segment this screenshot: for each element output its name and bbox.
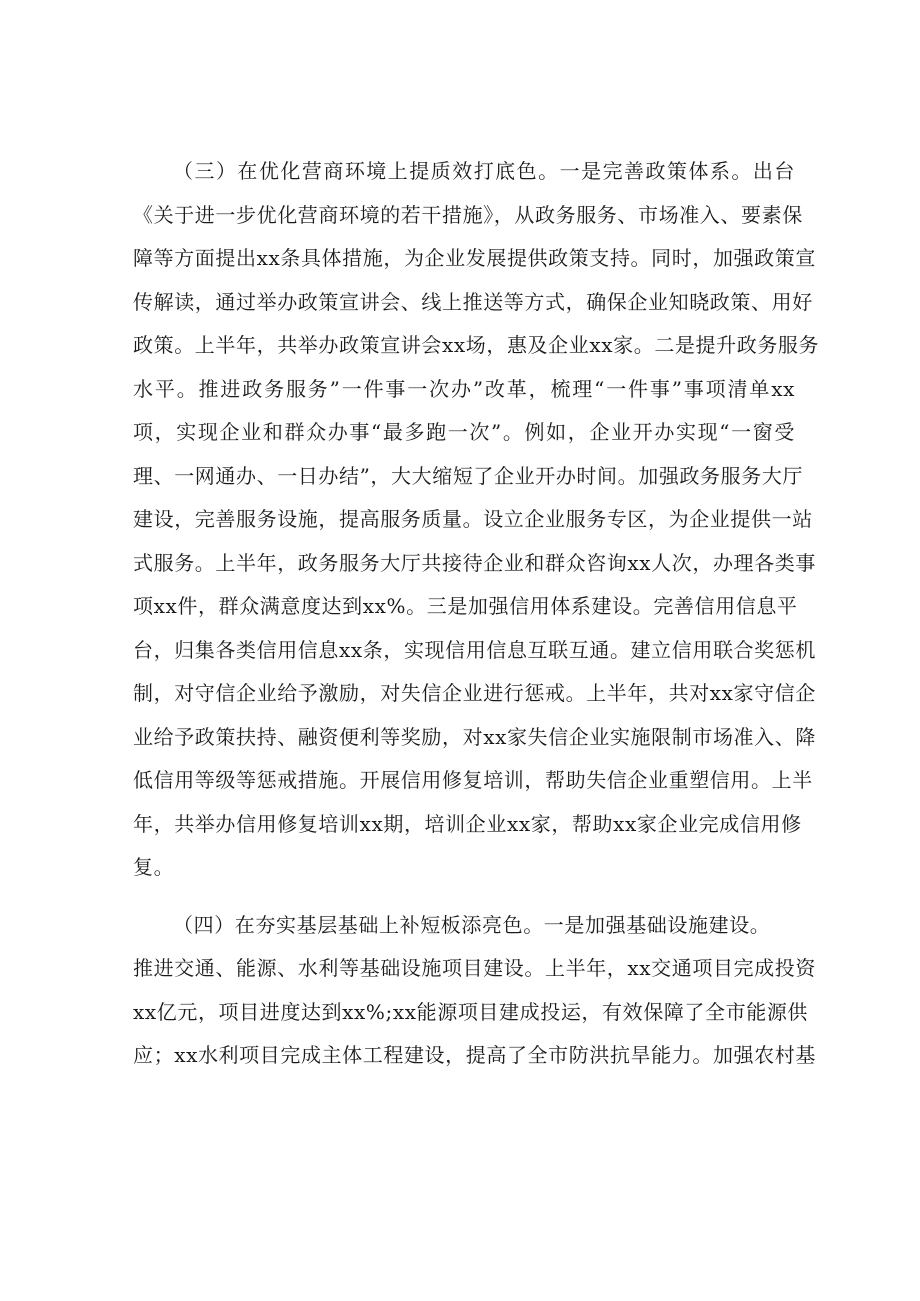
text-line: 推进交通、能源、水利等基础设施项目建设。上半年，xx交通项目完成投资 [133, 956, 816, 980]
document-body [133, 150, 820, 1078]
text-line: 业给予政策扶持、融资便利等奖励，对xx家失信企业实施限制市场准入、降 [133, 724, 816, 749]
text-line: 水平。推进政务服务”一件事一次办”改革，梳理“一件事”事项清单xx [133, 376, 795, 401]
text-line: 理、一网通办、一日办结”，大大缩短了企业开办时间。加强政务服务大厅 [133, 463, 804, 488]
paragraph-section-4 [133, 904, 816, 1078]
text-line: 建设，完善服务设施，提高服务质量。设立企业服务专区，为企业提供一站 [133, 507, 813, 531]
text-line: 项xx件，群众满意度达到xx%。三是加强信用体系建设。完善信用信息平 [133, 594, 798, 618]
text-line: 台，归集各类信用信息xx条，实现信用信息互联互通。建立信用联合奖惩机 [133, 637, 816, 662]
text-line: xx亿元，项目进度达到xx%;xx能源项目建成投运，有效保障了全市能源供 [133, 999, 809, 1024]
text-line: 障等方面提出xx条具体措施，为企业发展提供政策支持。同时，加强政策宣 [133, 246, 816, 270]
text-line: （三）在优化营商环境上提质效打底色。一是完善政策体系。出台 [173, 159, 795, 183]
paragraph-section-3 [133, 150, 820, 890]
text-line: 年，共举办信用修复培训xx期，培训企业xx家，帮助xx家企业完成信用修 [133, 811, 802, 836]
text-line: 低信用等级等惩戒措施。开展信用修复培训，帮助失信企业重塑信用。上半 [133, 768, 813, 792]
text-line: 传解读，通过举办政策宣讲会、线上推送等方式，确保企业知晓政策、用好 [133, 289, 813, 314]
text-line: 式服务。上半年，政务服务大厅共接待企业和群众咨询xx人次，办理各类事 [133, 550, 816, 575]
text-line: 项，实现企业和群众办事“最多跑一次”。例如，企业开办实现“一窗受 [133, 420, 795, 444]
text-line: 应；xx水利项目完成主体工程建设，提高了全市防洪抗旱能力。加强农村基 [133, 1043, 816, 1067]
text-line: 复。 [133, 855, 175, 879]
text-line: （四）在夯实基层基础上补短板添亮色。一是加强基础设施建设。 [173, 912, 771, 937]
text-line: 政策。上半年，共举办政策宣讲会xx场，惠及企业xx家。二是提升政务服务 [133, 333, 820, 357]
text-line: 制，对守信企业给予激励，对失信企业进行惩戒。上半年，共对xx家守信企 [133, 681, 816, 705]
text-line: 《关于进一步优化营商环境的若干措施》，从政务服务、市场准入、要素保 [133, 202, 803, 227]
paragraph-spacer [133, 890, 795, 904]
